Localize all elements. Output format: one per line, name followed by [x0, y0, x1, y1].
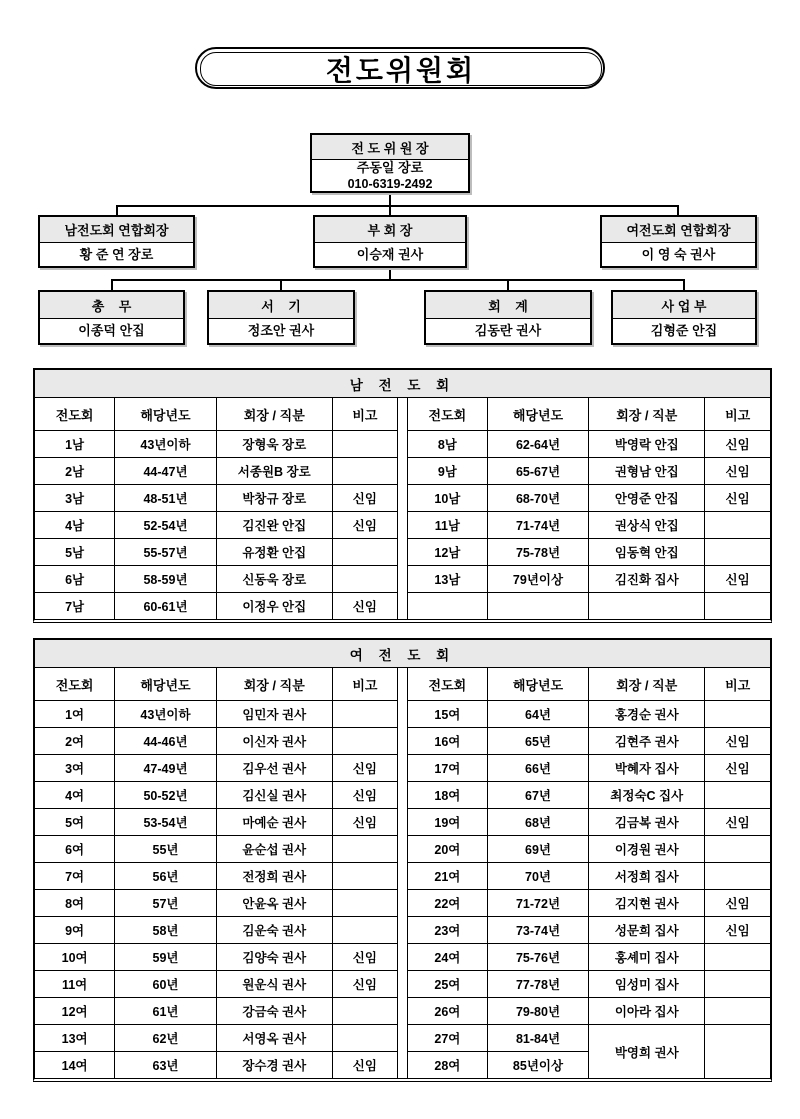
table-cell: 26여 — [408, 998, 488, 1025]
table-cell: 윤순섭 권사 — [216, 836, 332, 863]
table-cell: 박영락 안집 — [589, 431, 705, 458]
table-cell: 홍경순 권사 — [589, 701, 705, 728]
table-cell: 47-49년 — [115, 755, 217, 782]
table-cell: 13남 — [408, 566, 488, 593]
table-cell: 신임 — [332, 1052, 397, 1079]
column-header: 해당년도 — [487, 398, 589, 431]
table-cell: 전정희 권사 — [216, 863, 332, 890]
table-row — [408, 863, 771, 890]
table-cell: 박영희 권사 — [589, 1025, 705, 1079]
table-row — [408, 782, 771, 809]
table-cell: 신임 — [705, 890, 770, 917]
womens-society-table — [33, 638, 772, 1082]
table-cell: 81-84년 — [487, 1025, 589, 1052]
table-cell: 1여 — [35, 701, 115, 728]
table-cell: 13여 — [35, 1025, 115, 1052]
table-cell: 신임 — [332, 512, 397, 539]
table-row — [408, 485, 771, 512]
table-cell: 68년 — [487, 809, 589, 836]
table-cell: 신임 — [332, 593, 397, 620]
table-cell: 67년 — [487, 782, 589, 809]
table-row — [35, 701, 398, 728]
table-header-row — [35, 668, 398, 701]
table-cell: 김진완 안집 — [216, 512, 332, 539]
table-cell: 김지현 권사 — [589, 890, 705, 917]
table-cell: 71-74년 — [487, 512, 589, 539]
org-box-name: 이 영 숙 권사 — [641, 246, 716, 262]
org-box-name: 황 준 연 장로 — [79, 246, 154, 262]
table-cell: 57년 — [115, 890, 217, 917]
table-cell: 신임 — [332, 485, 397, 512]
table-cell: 27여 — [408, 1025, 488, 1052]
table-cell: 61년 — [115, 998, 217, 1025]
table-cell: 임민자 권사 — [216, 701, 332, 728]
document-title-box — [195, 47, 605, 89]
table-title: 남 전 도 회 — [35, 370, 770, 398]
table-cell: 김금복 권사 — [589, 809, 705, 836]
table-cell: 79-80년 — [487, 998, 589, 1025]
table-cell: 6남 — [35, 566, 115, 593]
table-row — [408, 998, 771, 1025]
table-row — [35, 512, 398, 539]
table-cell: 85년이상 — [487, 1052, 589, 1079]
table-cell: 김우선 권사 — [216, 755, 332, 782]
table-cell — [332, 1025, 397, 1052]
table-cell: 58-59년 — [115, 566, 217, 593]
table-cell: 신임 — [332, 809, 397, 836]
table-cell: 김운숙 권사 — [216, 917, 332, 944]
column-header: 회장 / 직분 — [216, 668, 332, 701]
table-cell — [332, 728, 397, 755]
table-cell — [705, 944, 770, 971]
org-box-phone: 010-6319-2492 — [347, 177, 433, 191]
table-cell: 김진화 집사 — [589, 566, 705, 593]
table-title: 여 전 도 회 — [35, 640, 770, 668]
org-box-chairman — [310, 133, 470, 193]
table-cell: 15여 — [408, 701, 488, 728]
table-cell: 신임 — [705, 917, 770, 944]
table-cell: 서영옥 권사 — [216, 1025, 332, 1052]
org-box-name: 주동일 장로 — [356, 160, 424, 175]
table-row — [408, 1025, 771, 1052]
table-cell: 1남 — [35, 431, 115, 458]
table-cell — [332, 863, 397, 890]
column-header: 회장 / 직분 — [589, 398, 705, 431]
table-row — [408, 728, 771, 755]
column-header: 회장 / 직분 — [216, 398, 332, 431]
table-cell: 7남 — [35, 593, 115, 620]
table-cell: 원운식 권사 — [216, 971, 332, 998]
table-cell: 73-74년 — [487, 917, 589, 944]
column-header: 비고 — [705, 398, 770, 431]
org-box-title: 전 도 위 원 장 — [312, 135, 468, 160]
table-cell: 마예순 권사 — [216, 809, 332, 836]
table-cell: 박창규 장로 — [216, 485, 332, 512]
table-cell: 20여 — [408, 836, 488, 863]
table-cell: 신임 — [705, 566, 770, 593]
table-cell: 11여 — [35, 971, 115, 998]
org-box-title: 총 무 — [40, 292, 183, 319]
table-cell: 장수경 권사 — [216, 1052, 332, 1079]
table-cell: 50-52년 — [115, 782, 217, 809]
table-cell: 7여 — [35, 863, 115, 890]
table-gap — [398, 398, 407, 619]
org-box-title: 사 업 부 — [613, 292, 755, 319]
table-cell: 28여 — [408, 1052, 488, 1079]
table-cell: 77-78년 — [487, 971, 589, 998]
table-row — [408, 836, 771, 863]
table-row — [35, 971, 398, 998]
table-cell: 71-72년 — [487, 890, 589, 917]
org-box-name: 김동란 권사 — [474, 323, 542, 338]
org-box-title: 여전도회 연합회장 — [602, 217, 755, 243]
table-row — [35, 809, 398, 836]
table-row — [35, 431, 398, 458]
org-box-name: 이종덕 안집 — [78, 323, 145, 338]
table-cell: 9여 — [35, 917, 115, 944]
table-cell: 신임 — [332, 782, 397, 809]
table-cell: 14여 — [35, 1052, 115, 1079]
table-cell: 56년 — [115, 863, 217, 890]
table-row — [35, 998, 398, 1025]
table-cell: 이신자 권사 — [216, 728, 332, 755]
table-row — [408, 971, 771, 998]
table-cell: 안영준 안집 — [589, 485, 705, 512]
table-row — [35, 566, 398, 593]
table-cell — [705, 701, 770, 728]
column-header: 전도회 — [35, 668, 115, 701]
table-cell: 70년 — [487, 863, 589, 890]
table-cell: 79년이상 — [487, 566, 589, 593]
table-cell: 최정숙C 집사 — [589, 782, 705, 809]
table-cell: 9남 — [408, 458, 488, 485]
table-cell: 65년 — [487, 728, 589, 755]
table-cell: 신임 — [332, 944, 397, 971]
table-row — [35, 458, 398, 485]
table-row — [35, 539, 398, 566]
table-row — [35, 593, 398, 620]
table-cell: 69년 — [487, 836, 589, 863]
table-cell: 홍셰미 집사 — [589, 944, 705, 971]
table-cell: 43년이하 — [115, 701, 217, 728]
org-box-secretary — [207, 290, 355, 345]
table-cell: 63년 — [115, 1052, 217, 1079]
table-gap — [398, 668, 407, 1078]
table-header-row — [408, 668, 771, 701]
table-row — [35, 728, 398, 755]
table-row — [35, 1052, 398, 1079]
table-row — [35, 917, 398, 944]
table-cell: 신임 — [332, 971, 397, 998]
column-header: 회장 / 직분 — [589, 668, 705, 701]
table-cell: 김양숙 권사 — [216, 944, 332, 971]
org-box-title: 회 계 — [426, 292, 590, 319]
table-cell: 60-61년 — [115, 593, 217, 620]
table-row — [408, 944, 771, 971]
table-cell — [705, 971, 770, 998]
table-cell: 김신실 권사 — [216, 782, 332, 809]
womens-table-left — [35, 668, 398, 1078]
table-cell: 김현주 권사 — [589, 728, 705, 755]
column-header: 해당년도 — [487, 668, 589, 701]
table-row — [408, 458, 771, 485]
table-cell — [332, 998, 397, 1025]
table-cell: 권형남 안집 — [589, 458, 705, 485]
table-cell: 장형욱 장로 — [216, 431, 332, 458]
table-cell: 권상식 안집 — [589, 512, 705, 539]
table-cell: 서종원B 장로 — [216, 458, 332, 485]
table-cell: 안윤옥 권사 — [216, 890, 332, 917]
table-cell — [705, 836, 770, 863]
table-row — [408, 701, 771, 728]
table-cell: 신임 — [705, 728, 770, 755]
table-cell: 62년 — [115, 1025, 217, 1052]
table-cell — [332, 890, 397, 917]
table-cell — [487, 593, 589, 620]
table-cell: 이아라 집사 — [589, 998, 705, 1025]
org-box-title: 남전도회 연합회장 — [40, 217, 193, 243]
connector-line — [683, 279, 685, 290]
connector-line — [116, 205, 118, 215]
connector-line — [677, 205, 679, 215]
table-cell — [332, 566, 397, 593]
table-cell: 62-64년 — [487, 431, 589, 458]
table-cell: 68-70년 — [487, 485, 589, 512]
table-cell: 75-76년 — [487, 944, 589, 971]
column-header: 전도회 — [35, 398, 115, 431]
org-box-business-dept — [611, 290, 757, 345]
table-cell — [332, 539, 397, 566]
org-box-name: 김형준 안집 — [650, 323, 718, 338]
table-row — [35, 890, 398, 917]
table-cell — [332, 431, 397, 458]
column-header: 해당년도 — [115, 398, 217, 431]
table-row — [408, 593, 771, 620]
table-cell: 21여 — [408, 863, 488, 890]
table-cell: 24여 — [408, 944, 488, 971]
connector-line — [280, 279, 282, 290]
table-cell: 66년 — [487, 755, 589, 782]
table-cell: 5여 — [35, 809, 115, 836]
table-cell — [705, 863, 770, 890]
table-cell: 임동혁 안집 — [589, 539, 705, 566]
table-cell: 44-46년 — [115, 728, 217, 755]
table-cell — [408, 593, 488, 620]
table-cell: 신임 — [705, 431, 770, 458]
table-cell: 서정희 집사 — [589, 863, 705, 890]
org-box-title: 서 기 — [209, 292, 353, 319]
table-row — [408, 431, 771, 458]
mens-table-right — [407, 398, 770, 619]
column-header: 비고 — [705, 668, 770, 701]
table-cell: 유정환 안집 — [216, 539, 332, 566]
table-cell — [705, 998, 770, 1025]
table-cell: 59년 — [115, 944, 217, 971]
table-cell: 4여 — [35, 782, 115, 809]
table-cell: 19여 — [408, 809, 488, 836]
mens-table-left — [35, 398, 398, 619]
table-cell: 44-47년 — [115, 458, 217, 485]
table-row — [35, 485, 398, 512]
table-cell: 3여 — [35, 755, 115, 782]
org-box-title: 부 회 장 — [315, 217, 465, 243]
org-box-vice-president — [313, 215, 467, 268]
table-cell: 신동욱 장로 — [216, 566, 332, 593]
table-cell: 10남 — [408, 485, 488, 512]
table-cell: 75-78년 — [487, 539, 589, 566]
table-cell: 2여 — [35, 728, 115, 755]
table-cell: 52-54년 — [115, 512, 217, 539]
table-cell: 신임 — [332, 755, 397, 782]
table-cell: 11남 — [408, 512, 488, 539]
table-cell: 18여 — [408, 782, 488, 809]
connector-line — [116, 205, 679, 207]
table-cell — [332, 836, 397, 863]
table-cell: 10여 — [35, 944, 115, 971]
table-row — [408, 809, 771, 836]
column-header: 전도회 — [408, 668, 488, 701]
table-cell: 박혜자 집사 — [589, 755, 705, 782]
table-cell: 23여 — [408, 917, 488, 944]
table-cell: 3남 — [35, 485, 115, 512]
table-row — [35, 944, 398, 971]
column-header: 비고 — [332, 668, 397, 701]
table-cell: 2남 — [35, 458, 115, 485]
table-cell: 22여 — [408, 890, 488, 917]
mens-society-table — [33, 368, 772, 623]
connector-line — [507, 279, 509, 290]
table-cell: 6여 — [35, 836, 115, 863]
column-header: 비고 — [332, 398, 397, 431]
table-cell: 이경원 권사 — [589, 836, 705, 863]
table-row — [35, 755, 398, 782]
table-row — [408, 566, 771, 593]
org-box-name: 이승재 권사 — [356, 246, 424, 262]
table-row — [35, 782, 398, 809]
table-cell: 8남 — [408, 431, 488, 458]
table-cell — [589, 593, 705, 620]
table-cell: 임성미 집사 — [589, 971, 705, 998]
table-cell: 17여 — [408, 755, 488, 782]
org-box-name: 정조안 권사 — [247, 323, 315, 338]
table-row — [35, 1025, 398, 1052]
table-cell: 신임 — [705, 485, 770, 512]
table-row — [408, 755, 771, 782]
table-row — [408, 512, 771, 539]
column-header: 전도회 — [408, 398, 488, 431]
table-cell: 64년 — [487, 701, 589, 728]
org-box-accountant — [424, 290, 592, 345]
connector-line — [111, 279, 113, 290]
table-cell: 신임 — [705, 458, 770, 485]
org-box-general-affairs — [38, 290, 185, 345]
table-cell: 43년이하 — [115, 431, 217, 458]
table-cell: 53-54년 — [115, 809, 217, 836]
table-row — [35, 863, 398, 890]
table-cell: 12남 — [408, 539, 488, 566]
connector-line — [111, 279, 685, 281]
table-header-row — [408, 398, 771, 431]
org-box-mens-union-president — [38, 215, 195, 268]
table-cell — [705, 782, 770, 809]
table-cell — [705, 512, 770, 539]
table-cell: 신임 — [705, 809, 770, 836]
table-cell: 5남 — [35, 539, 115, 566]
table-cell: 성문희 집사 — [589, 917, 705, 944]
table-cell: 48-51년 — [115, 485, 217, 512]
table-cell — [705, 539, 770, 566]
table-row — [35, 836, 398, 863]
column-header: 해당년도 — [115, 668, 217, 701]
table-header-row — [35, 398, 398, 431]
table-cell: 신임 — [705, 755, 770, 782]
org-box-womens-union-president — [600, 215, 757, 268]
table-cell: 58년 — [115, 917, 217, 944]
page-title: 전도위원회 — [200, 52, 602, 86]
table-cell: 60년 — [115, 971, 217, 998]
table-cell: 4남 — [35, 512, 115, 539]
table-cell — [332, 458, 397, 485]
table-cell: 55-57년 — [115, 539, 217, 566]
table-cell: 12여 — [35, 998, 115, 1025]
table-row — [408, 917, 771, 944]
connector-line — [389, 205, 391, 215]
table-cell: 55년 — [115, 836, 217, 863]
table-row — [408, 890, 771, 917]
table-cell — [705, 1025, 770, 1079]
table-row — [408, 539, 771, 566]
table-cell: 강금숙 권사 — [216, 998, 332, 1025]
table-cell — [332, 917, 397, 944]
table-cell: 16여 — [408, 728, 488, 755]
table-cell: 65-67년 — [487, 458, 589, 485]
table-cell — [705, 593, 770, 620]
table-cell: 25여 — [408, 971, 488, 998]
womens-table-right — [407, 668, 770, 1078]
table-cell: 8여 — [35, 890, 115, 917]
table-cell: 이정우 안집 — [216, 593, 332, 620]
table-cell — [332, 701, 397, 728]
